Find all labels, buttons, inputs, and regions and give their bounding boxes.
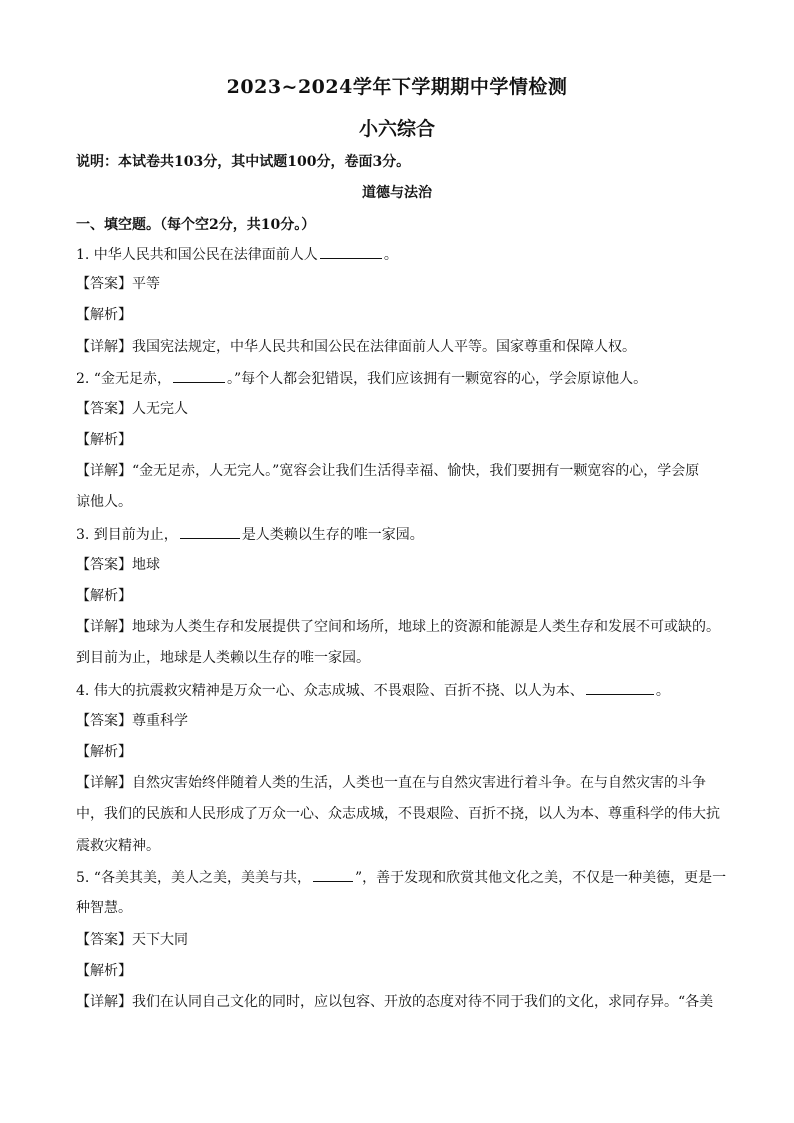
- answer-label: 【答案】: [76, 557, 132, 573]
- section-title: 道德与法治: [362, 185, 432, 201]
- detail-row-continued: [76, 804, 726, 824]
- answer-text: 平等: [132, 276, 160, 292]
- page-subtitle: 小六综合: [358, 118, 435, 140]
- answer-row: [76, 274, 726, 294]
- detail-row: [76, 617, 726, 637]
- page-title: 2023~2024学年下学期期中学情检测: [226, 76, 568, 98]
- detail-row: [76, 461, 726, 481]
- detail-text: 我们在认同自己文化的同时，应以包容、开放的态度对待不同于我们的文化，求同存异。“各美: [132, 994, 714, 1010]
- detail-label: 【详解】: [76, 339, 132, 355]
- question-1: [76, 244, 726, 265]
- answer-row: [76, 399, 726, 419]
- question-text: 3. 到目前为止，: [76, 527, 178, 543]
- detail-row-continued: [76, 492, 726, 512]
- analysis-row: [76, 742, 726, 762]
- question-5-continued: [76, 898, 726, 918]
- question-text: 。”每个人都会犯错误，我们应该拥有一颗宽容的心，学会原谅他人。: [226, 371, 648, 387]
- answer-row: [76, 711, 726, 731]
- question-4: [76, 680, 726, 701]
- detail-row: [76, 992, 726, 1012]
- analysis-label: 【解析】: [76, 744, 132, 760]
- detail-text: “金无足赤，人无完人。”宽容会让我们生活得幸福、愉快，我们要拥有一颗宽容的心，学会原: [132, 463, 700, 479]
- answer-label: 【答案】: [76, 401, 132, 417]
- analysis-row: [76, 586, 726, 606]
- exam-note: 说明：本试卷共103分，其中试题100分，卷面3分。: [76, 154, 411, 170]
- answer-text: 天下大同: [132, 932, 188, 948]
- question-text: 2. “金无足赤，: [76, 371, 171, 387]
- detail-label: 【详解】: [76, 775, 132, 791]
- answer-blank: [180, 524, 240, 539]
- question-2: [76, 368, 726, 389]
- detail-row: [76, 337, 726, 357]
- question-3: [76, 524, 726, 545]
- detail-label: 【详解】: [76, 994, 132, 1010]
- question-5: [76, 867, 726, 888]
- analysis-label: 【解析】: [76, 307, 132, 323]
- analysis-row: [76, 430, 726, 450]
- question-text: 种智慧。: [76, 900, 132, 916]
- answer-blank: [313, 867, 353, 882]
- answer-row: [76, 555, 726, 575]
- answer-blank: [586, 680, 654, 695]
- detail-row-continued: [76, 836, 726, 856]
- analysis-label: 【解析】: [76, 588, 132, 604]
- answer-text: 地球: [132, 557, 160, 573]
- question-text: 。: [383, 247, 398, 263]
- answer-row: [76, 930, 726, 950]
- question-text: 1. 中华人民共和国公民在法律面前人人: [76, 247, 318, 263]
- question-text: ”，善于发现和欣赏其他文化之美，不仅是一种美德，更是一: [354, 870, 727, 886]
- detail-text: 我国宪法规定，中华人民共和国公民在法律面前人人平等。国家尊重和保障人权。: [132, 339, 636, 355]
- detail-text: 中，我们的民族和人民形成了万众一心、众志成城，不畏艰险、百折不挠，以人为本、尊重科学的伟大抗: [76, 806, 720, 822]
- detail-text: 自然灾害始终伴随着人类的生活，人类也一直在与自然灾害进行着斗争。在与自然灾害的斗争: [132, 775, 706, 791]
- detail-text: 地球为人类生存和发展提供了空间和场所，地球上的资源和能源是人类生存和发展不可或缺的。: [132, 619, 720, 635]
- analysis-label: 【解析】: [76, 963, 132, 979]
- analysis-label: 【解析】: [76, 432, 132, 448]
- detail-label: 【详解】: [76, 619, 132, 635]
- answer-blank: [173, 368, 225, 383]
- detail-text: 谅他人。: [76, 494, 132, 510]
- detail-row-continued: [76, 648, 726, 668]
- answer-label: 【答案】: [76, 713, 132, 729]
- question-text: 5. “各美其美，美人之美，美美与共，: [76, 870, 311, 886]
- analysis-row: [76, 305, 726, 325]
- detail-text: 震救灾精神。: [76, 838, 160, 854]
- answer-label: 【答案】: [76, 276, 132, 292]
- detail-text: 到目前为止，地球是人类赖以生存的唯一家园。: [76, 650, 370, 666]
- question-text: 是人类赖以生存的唯一家园。: [241, 527, 424, 543]
- answer-text: 尊重科学: [132, 713, 188, 729]
- answer-blank: [320, 244, 382, 259]
- question-text: 4. 伟大的抗震救灾精神是万众一心、众志成城、不畏艰险、百折不挠、以人为本、: [76, 683, 584, 699]
- detail-row: [76, 773, 726, 793]
- analysis-row: [76, 961, 726, 981]
- detail-label: 【详解】: [76, 463, 132, 479]
- answer-label: 【答案】: [76, 932, 132, 948]
- part-title: 一、填空题。（每个空2分，共10分。）: [76, 217, 316, 233]
- question-text: 。: [655, 683, 670, 699]
- answer-text: 人无完人: [132, 401, 188, 417]
